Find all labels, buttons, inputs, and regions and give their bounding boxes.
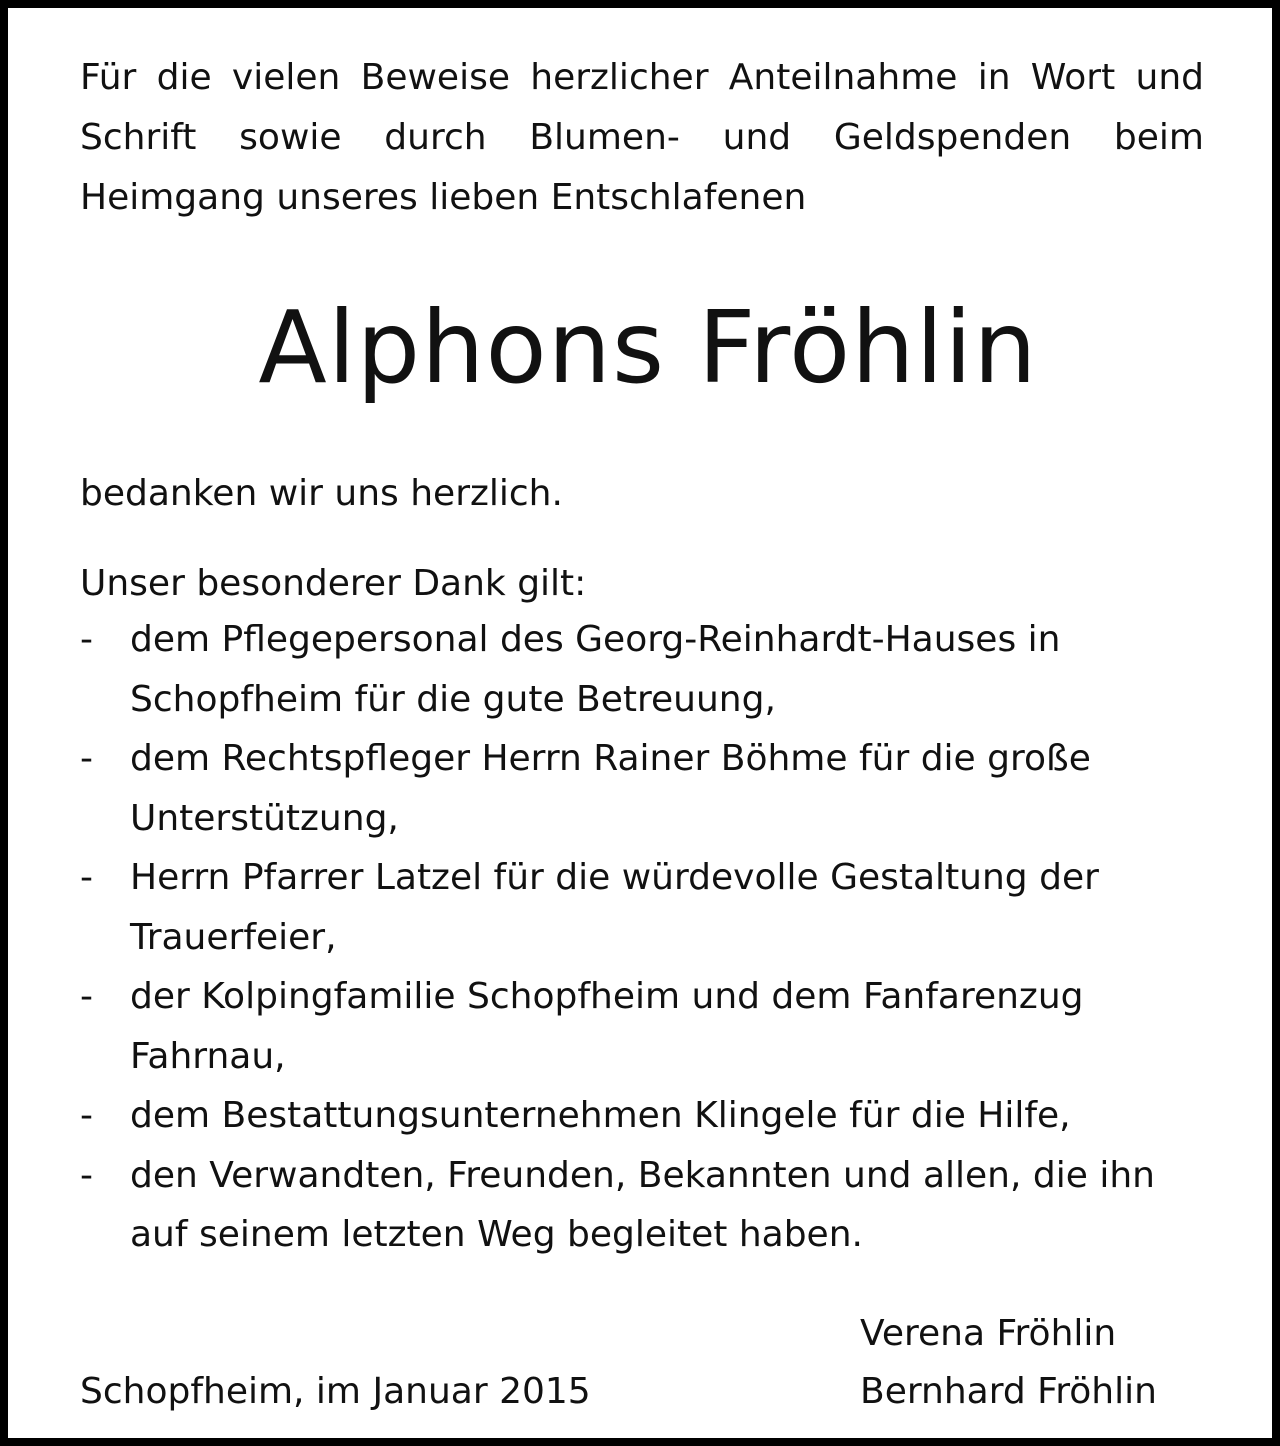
list-item-text: dem Rechtspfleger Herrn Rainer Böhme für die große Unterstützung,	[130, 738, 1091, 839]
intro-text: Für die vielen Beweise herzlicher Anteilnahme in Wort und Schrift sowie durch Blumen- und Geldspenden beim Heimgang unseres lieben Entschlafenen	[80, 57, 1204, 218]
signer-name: Verena Fröhlin	[860, 1313, 1117, 1354]
list-item	[80, 729, 1204, 848]
place-date: Schopfheim, im Januar 2015	[80, 1371, 591, 1412]
list-item-text: Herrn Pfarrer Latzel für die würdevolle Gestaltung der Trauerfeier,	[130, 857, 1099, 958]
dash-bullet: -	[80, 1095, 93, 1136]
signer-name: Bernhard Fröhlin	[860, 1371, 1157, 1412]
list-item-text: dem Bestattungsunternehmen Klingele für die Hilfe,	[130, 1095, 1071, 1136]
dash-bullet: -	[80, 976, 93, 1017]
thanks-list	[80, 610, 1204, 1265]
special-thanks-heading: Unser besonderer Dank gilt:	[80, 563, 587, 604]
list-item	[80, 848, 1204, 967]
list-item-text: dem Pflegepersonal des Georg-Reinhardt-Hauses in Schopfheim für die gute Betreuung,	[130, 619, 1061, 720]
dash-bullet: -	[80, 619, 93, 660]
list-item	[80, 610, 1204, 729]
list-item	[80, 1146, 1204, 1265]
thanks-text: bedanken wir uns herzlich.	[80, 473, 563, 514]
list-item-text: den Verwandten, Freunden, Bekannten und allen, die ihn auf seinem letzten Weg begleitet haben.	[130, 1154, 1155, 1255]
dash-bullet: -	[80, 1154, 93, 1196]
dash-bullet: -	[80, 738, 93, 779]
deceased-name: Alphons Fröhlin	[258, 289, 1038, 406]
list-item	[80, 967, 1204, 1086]
dash-bullet: -	[80, 857, 93, 898]
list-item	[80, 1086, 1204, 1146]
list-item-text: der Kolpingfamilie Schopfheim und dem Fanfarenzug Fahrnau,	[130, 976, 1084, 1077]
